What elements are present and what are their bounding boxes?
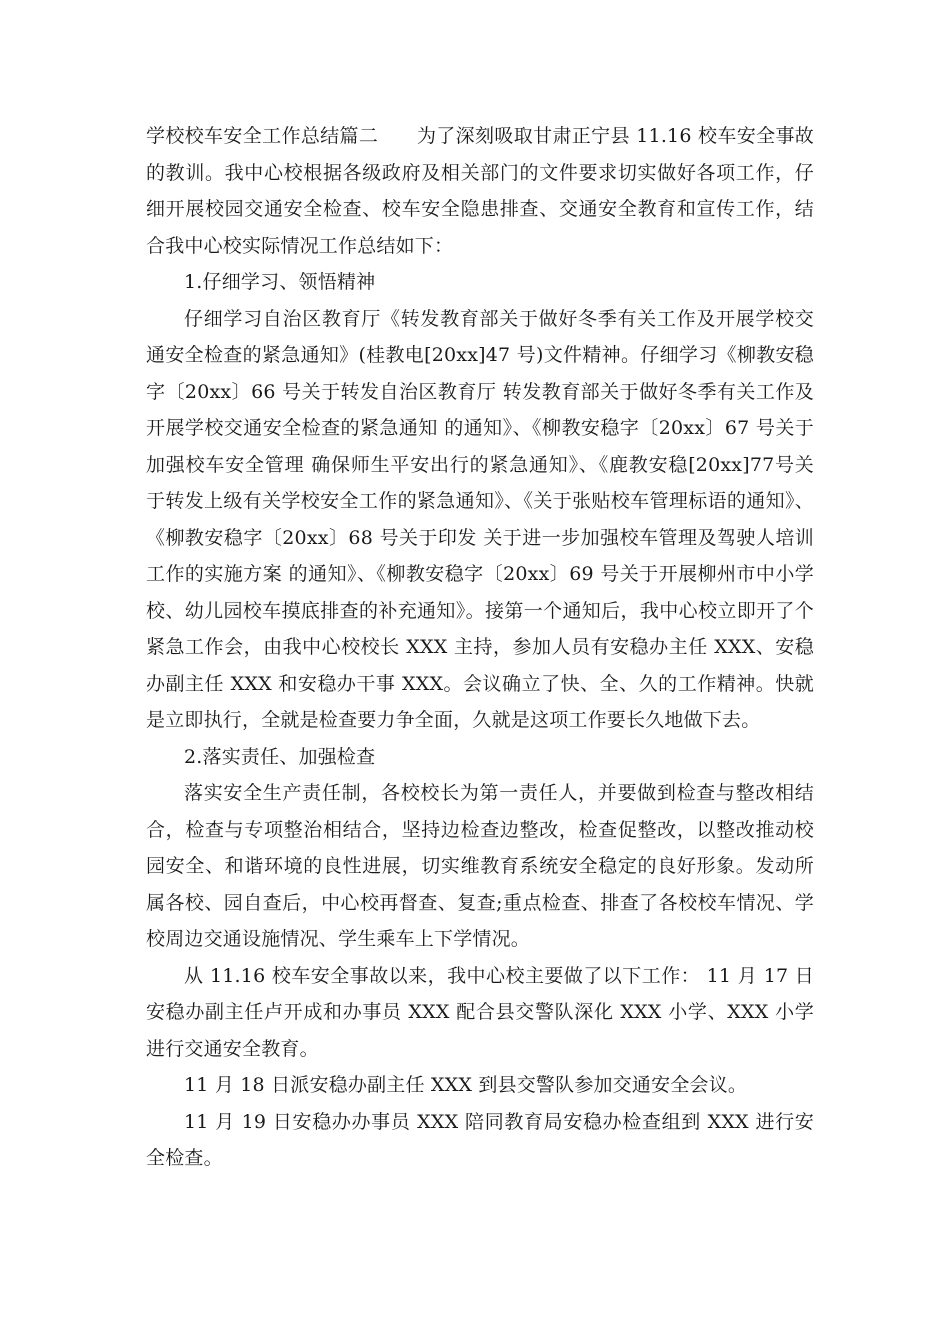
document-body — [146, 118, 814, 1177]
work-summary-paragraph: 从 11.16 校车安全事故以来，我中心校主要做了以下工作： 11 月 17 日安稳办副主任卢开成和办事员 XXX 配合县交警队深化 XXX 小学、XXX 小学进行交通安全教育。 — [146, 964, 814, 1060]
nov-19-paragraph: 11 月 19 日安稳办办事员 XXX 陪同教育局安稳办检查组到 XXX 进行安全检查。 — [146, 1110, 814, 1169]
intro-paragraph: 学校校车安全工作总结篇二 为了深刻吸取甘肃正宁县 11.16 校车安全事故的教训。我中心校根据各级政府及相关部门的文件要求切实做好各项工作，仔细开展校园交通安全检查、校车安全隐患排查、交通安全教育和宣传工作，结合我中心校实际情况工作总结如下： — [146, 125, 814, 257]
section-heading-study: 1.仔细学习、领悟精神 — [184, 271, 376, 293]
nov-18-paragraph: 11 月 18 日派安稳办副主任 XXX 到县交警队参加交通安全会议。 — [184, 1074, 748, 1096]
responsibility-paragraph: 落实安全生产责任制，各校校长为第一责任人，并要做到检查与整改相结合，检查与专项整治相结合，坚持边检查边整改，检查促整改，以整改推动校园安全、和谐环境的良性进展，切实维教育系统安全稳定的良好形象。发动所属各校、园自查后，中心校再督查、复查;重点检查、排查了各校校车情况、学校周边交通设施情况、学生乘车上下学情况。 — [146, 782, 814, 950]
section-heading-responsibility: 2.落实责任、加强检查 — [184, 745, 376, 768]
study-paragraph: 仔细学习自治区教育厅《转发教育部关于做好冬季有关工作及开展学校交通安全检查的紧急通知》(桂教电[20xx]47 号)文件精神。仔细学习《柳教安稳字〔20xx〕66 号关于转发自治区教育厅 转发教育部关于做好冬季有关工作及开展学校交通安全检查的紧急通知 的通知》、《柳教安稳字〔20xx〕67 号关于加强校车安全管理 确保师生平安出行的紧急通知》、《鹿教安稳[20xx]77号关于转发上级有关学校安全工作的紧急通知》、《关于张贴校车管理标语的通知》、《柳教安稳字〔20xx〕68 号关于印发 关于进一步加强校车管理及驾驶人培训工作的实施方案 的通知》、《柳教安稳字〔20xx〕69 号关于开展柳州市中小学校、幼儿园校车摸底排查的补充通知》。接第一个通知后，我中心校立即开了个紧急工作会，由我中心校校长 XXX 主持，参加人员有安稳办主任 XXX、安稳办副主任 XXX 和安稳办干事 XXX。会议确立了快、全、久的工作精神。快就是立即执行，全就是检查要力争全面，久就是这项工作要长久地做下去。 — [146, 307, 814, 731]
